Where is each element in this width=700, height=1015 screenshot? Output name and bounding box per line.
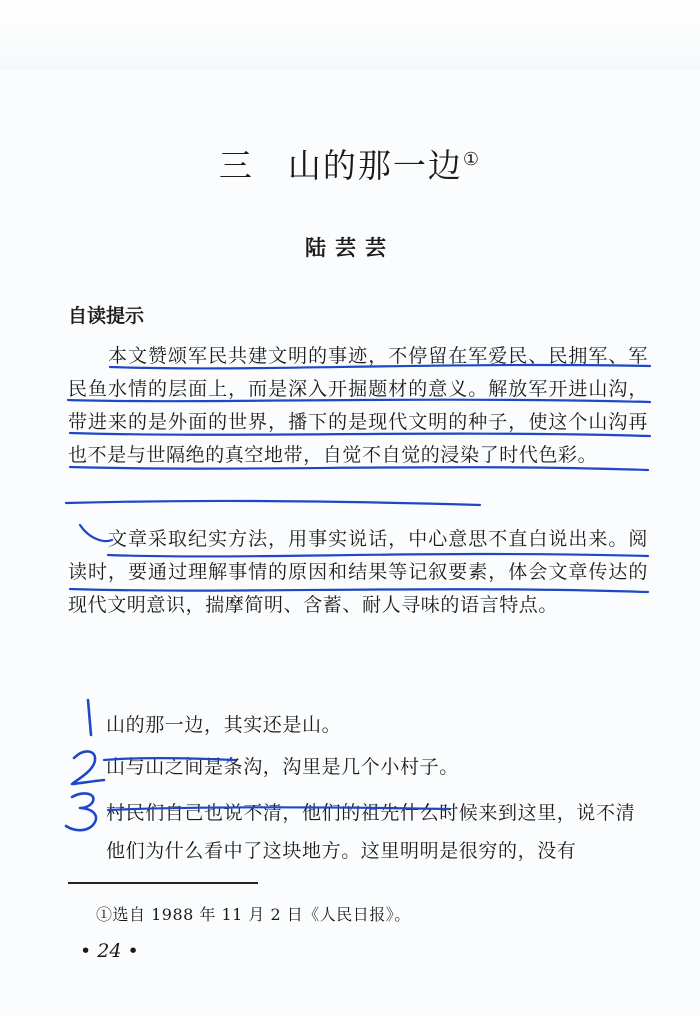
footnote-divider xyxy=(68,882,258,884)
page-title xyxy=(0,140,700,187)
hint-paragraph-2: 文章采取纪实方法，用事实说话，中心意思不直白说出来。阅读时，要通过理解事情的原因和结果等记叙要素，体会文章传达的现代文明意识，揣摩简明、含蓄、耐人寻味的语言特点。 xyxy=(68,528,648,616)
handwritten-3 xyxy=(66,793,96,830)
footnote: ①选自 1988 年 11 月 2 日《人民日报》。 xyxy=(96,905,411,924)
page-top-edge xyxy=(0,0,700,70)
handwritten-1 xyxy=(88,700,91,735)
page-number: • 24 • xyxy=(80,940,139,962)
author-name: 陆芸芸 xyxy=(305,236,395,260)
section-heading: 自读提示 xyxy=(68,305,145,327)
body-line-2: 山与山之间是条沟，沟里是几个小村子。 xyxy=(106,756,459,778)
chapter-title: 山的那一边 xyxy=(287,146,463,185)
body-line-1: 山的那一边，其实还是山。 xyxy=(106,714,342,736)
footnote-marker: ① xyxy=(462,149,482,170)
handwritten-2 xyxy=(72,751,104,784)
underline-5 xyxy=(66,501,480,505)
body-line-3: 村民们自己也说不清，他们的祖先什么时候来到这里，说不清他们为什么看中了这块地方。这里明明是很穷的，没有 xyxy=(106,802,636,862)
hint-paragraph-1: 本文赞颂军民共建文明的事迹，不停留在军爱民、民拥军、军民鱼水情的层面上，而是深入开掘题材的意义。解放军开进山沟，带进来的是外面的世界，播下的是现代文明的种子，使这个山沟再也不是与世隔绝的真空地带，自觉不自觉的浸染了时代色彩。 xyxy=(68,345,648,466)
chapter-number: 三 xyxy=(218,146,254,185)
